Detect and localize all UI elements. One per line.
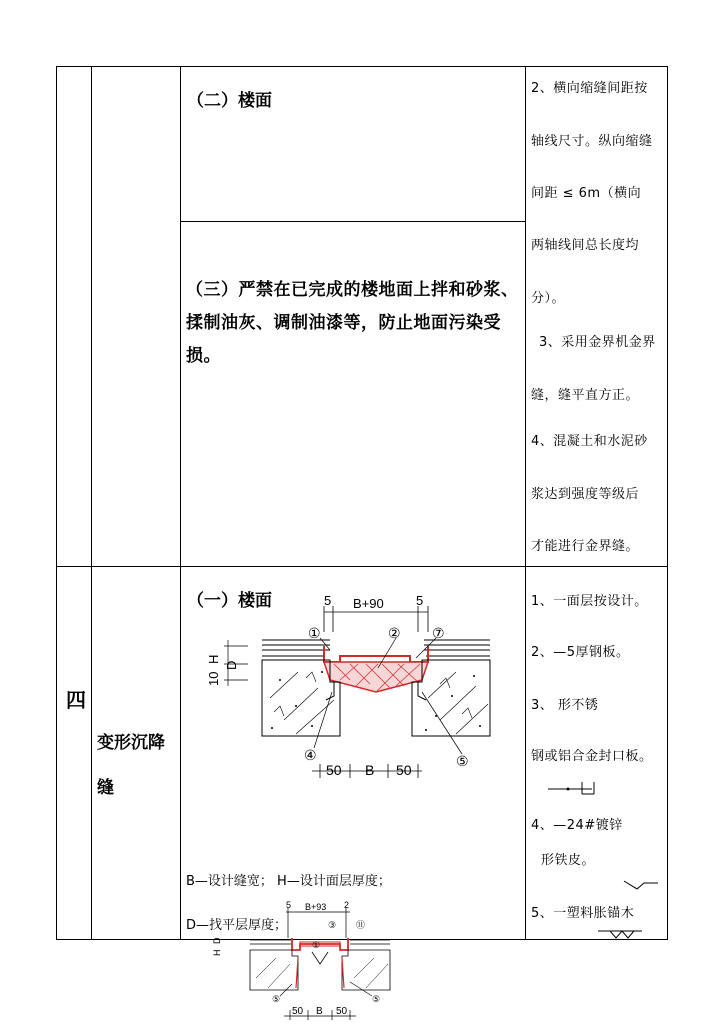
callout-4: ④ (304, 747, 317, 763)
upper-note-line: 两轴线间总长度均 (531, 238, 640, 253)
callout2-1: ① (312, 940, 321, 950)
lower-note-line: 3、 形不锈 (531, 698, 599, 713)
callout2-11: ⑪ (356, 920, 366, 930)
upper-note-line: 缝，缝平直方正。 (531, 388, 640, 403)
callout2-3: ③ (328, 920, 337, 930)
category-label-cont: 缝 (97, 778, 114, 798)
dim2-bottom-left: 50 (292, 1006, 304, 1017)
upper-note-line: 轴线尺寸。纵向缩缝 (531, 134, 653, 149)
upper-note-line: 浆达到强度等级后 (531, 487, 640, 502)
dim2-top-mid: B+93 (305, 902, 327, 912)
u-channel-symbol-icon (546, 780, 602, 800)
dim-bottom-right: 50 (396, 762, 412, 778)
callout-1: ① (308, 625, 321, 641)
upper-note-line: 间距 ≤ 6m（横向 (531, 186, 642, 201)
label-10: 10 (206, 671, 221, 686)
table-border-right (667, 66, 668, 940)
dim-top-left: 5 (324, 593, 332, 608)
table-col-divider-1 (91, 66, 92, 940)
upper-note-line: 分）。 (531, 291, 566, 306)
dim2-top-right: 2 (344, 900, 350, 910)
section-number: 四 (66, 688, 86, 712)
lower-note-line: 形铁皮。 (541, 853, 596, 868)
dim-bottom-mid: B (365, 762, 375, 778)
table-border-top (56, 66, 668, 67)
lower-note-line: 5、一塑料胀锚木 (531, 906, 635, 921)
callout-2: ② (388, 625, 401, 641)
drawing-caption-1: B—设计缝宽； H—设计面层厚度； (186, 874, 391, 889)
upper-note-line: 才能进行金界缝。 (531, 539, 640, 554)
lower-note-line: 钢或铝合金封口板。 (531, 749, 653, 764)
drawing-caption-2: D—找平层厚度； (186, 918, 288, 933)
callout2-5a: ⑤ (272, 994, 281, 1004)
dim-top-right: 5 (416, 593, 424, 608)
deformation-joint-drawing (200, 588, 500, 788)
table-col-divider-3 (525, 66, 526, 940)
second-joint-drawing (200, 898, 400, 1022)
dim2-top-left: 5 (286, 900, 292, 910)
dim2-bottom-mid: B (316, 1006, 323, 1017)
lower-note-line: 4、—24#镀锌 (531, 818, 623, 833)
label-d: D (224, 660, 239, 670)
dim-top-mid: B+90 (353, 596, 384, 611)
label2-d: D (212, 937, 222, 944)
upper-note-line: 2、横向缩缝间距按 (531, 81, 648, 96)
label-h: H (206, 654, 221, 664)
dim-bottom-left: 50 (326, 762, 342, 778)
table-col-divider-2 (180, 66, 181, 940)
dim2-bottom-right: 50 (336, 1006, 348, 1017)
callout2-5b: ⑤ (372, 994, 381, 1004)
lower-floor-heading: （一）楼面 (187, 591, 272, 611)
label2-h: H (212, 949, 222, 956)
callout-7: ⑦ (432, 625, 445, 641)
lower-note-line: 1、一面层按设计。 (531, 594, 648, 609)
lower-note-line: 2、—5厚钢板。 (531, 645, 630, 660)
table-section-divider (56, 566, 668, 567)
upper-note-line: 3、采用金界机金界 (539, 335, 656, 350)
upper-floor-heading: （二）楼面 (187, 91, 272, 111)
v-profile-symbol-icon (622, 878, 662, 892)
w-profile-symbol-icon (598, 928, 644, 940)
prohibit-paragraph: （三）严禁在已完成的楼地面上拌和砂浆、揉制油灰、调制油漆等，防止地面污染受损。 (186, 280, 519, 366)
upper-note-line: 4、混凝土和水泥砂 (531, 434, 648, 449)
callout-5: ⑤ (456, 753, 469, 769)
table-border-left (56, 66, 57, 940)
table-inner-row-divider (180, 221, 525, 222)
category-label: 变形沉降 (97, 733, 165, 753)
